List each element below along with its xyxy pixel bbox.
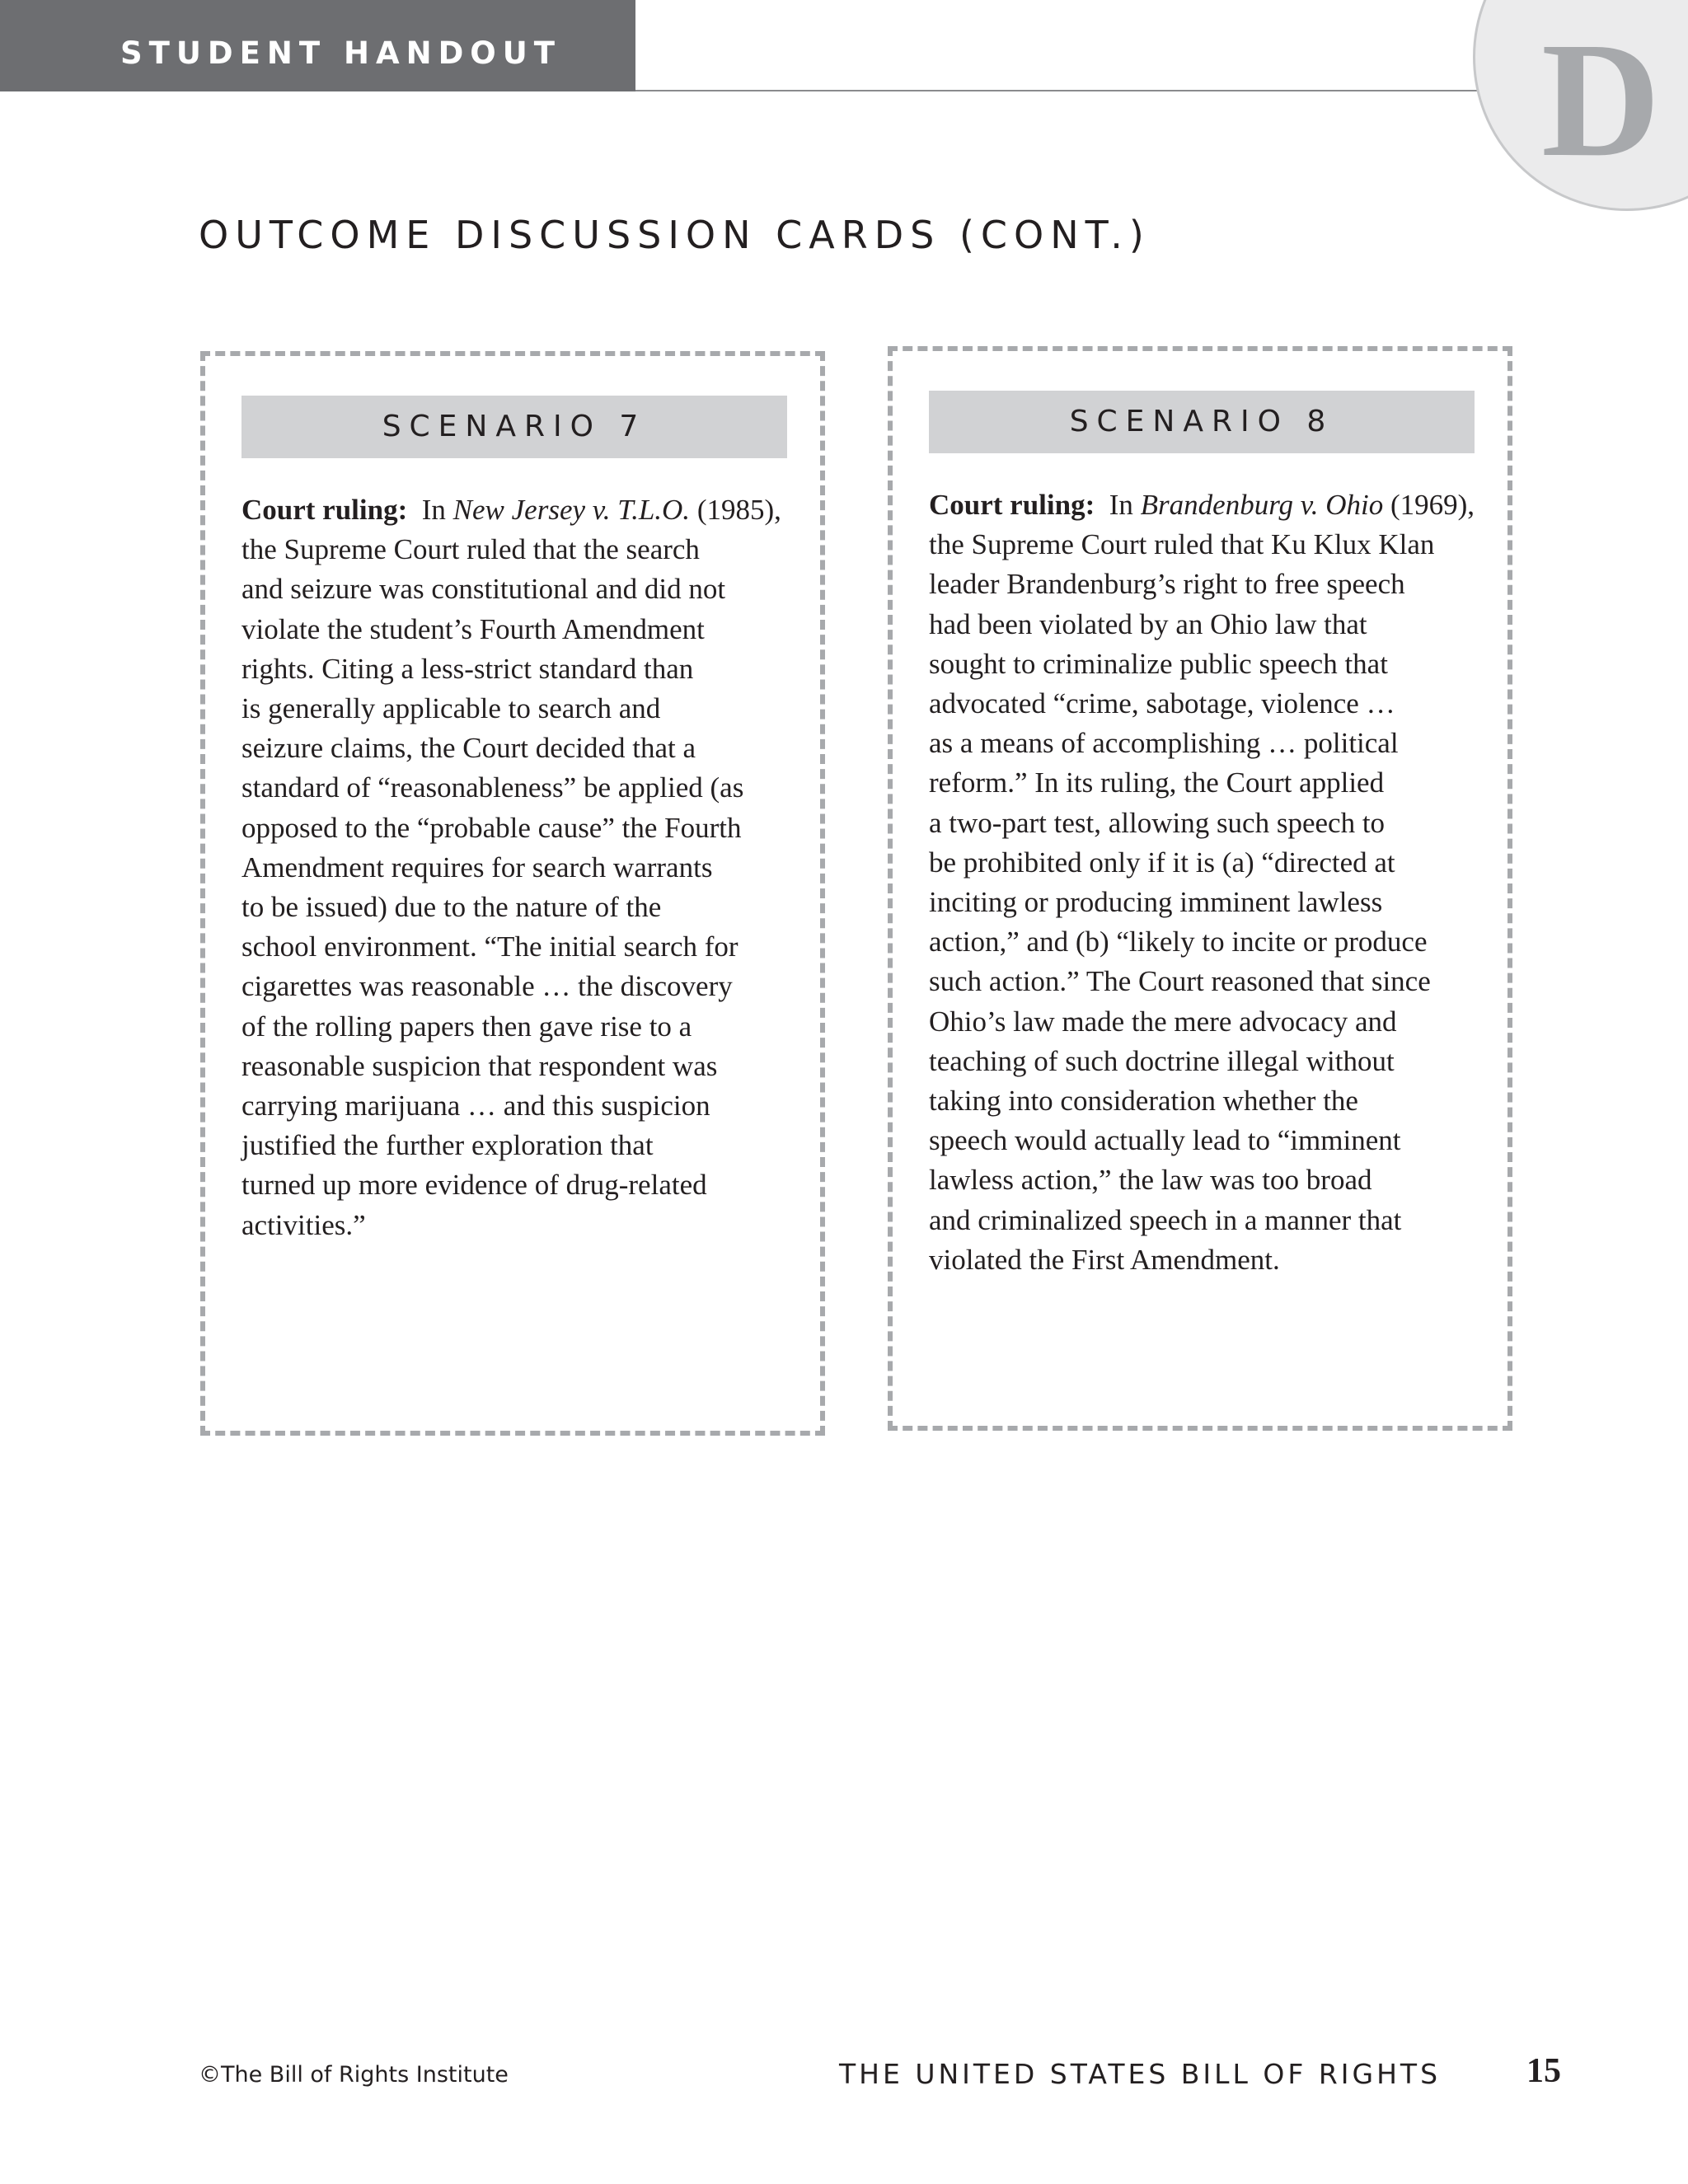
text-line: lawless action,” the law was too broad bbox=[929, 1164, 1372, 1197]
scenario-text bbox=[241, 490, 802, 1245]
text-line: reform.” In its ruling, the Court applied bbox=[929, 766, 1385, 799]
text-line: activities.” bbox=[241, 1208, 366, 1241]
text-line: Court ruling: In New Jersey v. T.L.O. (1985), bbox=[241, 494, 781, 526]
text-line: school environment. “The initial search for bbox=[241, 930, 738, 963]
text-line: is generally applicable to search and bbox=[241, 692, 661, 725]
text-line: the Supreme Court ruled that Ku Klux Klan bbox=[929, 528, 1435, 561]
text-line: teaching of such doctrine illegal without bbox=[929, 1044, 1395, 1077]
text-line: a two-part test, allowing such speech to bbox=[929, 806, 1386, 839]
text-line: reasonable suspicion that respondent was bbox=[241, 1049, 718, 1082]
lead-label: Court ruling: bbox=[929, 489, 1095, 521]
text-line: be prohibited only if it is (a) “directed at bbox=[929, 846, 1395, 879]
text-line: cigarettes was reasonable … the discovery bbox=[241, 970, 733, 1003]
footer-copyright: ©The Bill of Rights Institute bbox=[199, 2062, 509, 2088]
text-line: justified the further exploration that bbox=[241, 1129, 654, 1162]
text-line: Ohio’s law made the mere advocacy and bbox=[929, 1005, 1397, 1038]
text-line: and criminalized speech in a manner that bbox=[929, 1203, 1402, 1236]
text-line: action,” and (b) “likely to incite or produce bbox=[929, 926, 1428, 958]
text-line: Court ruling: In Brandenburg v. Ohio (1969), bbox=[929, 489, 1475, 521]
case-name: New Jersey v. T.L.O. bbox=[452, 494, 691, 526]
text-line: had been violated by an Ohio law that bbox=[929, 607, 1367, 640]
text-line: of the rolling papers then gave rise to a bbox=[241, 1010, 692, 1043]
text-line: violated the First Amendment. bbox=[929, 1243, 1280, 1276]
text-line: leader Brandenburg’s right to free speech bbox=[929, 568, 1405, 601]
footer-title: THE UNITED STATES BILL OF RIGHTS bbox=[839, 2058, 1442, 2090]
text-line: taking into consideration whether the bbox=[929, 1085, 1358, 1118]
section-badge-letter: D bbox=[1541, 9, 1661, 191]
text-line: Amendment requires for search warrants bbox=[241, 851, 713, 883]
scenario-heading: SCENARIO 8 bbox=[929, 391, 1475, 453]
text-line: as a means of accomplishing … political bbox=[929, 727, 1399, 760]
scenario-card-7 bbox=[200, 351, 825, 1436]
text-line: to be issued) due to the nature of the bbox=[241, 891, 662, 924]
text-line: seizure claims, the Court decided that a bbox=[241, 732, 696, 765]
text-line: sought to criminalize public speech that bbox=[929, 647, 1388, 680]
text-line: standard of “reasonableness” be applied (as bbox=[241, 771, 744, 804]
scenario-heading: SCENARIO 7 bbox=[241, 396, 787, 458]
scenario-card-8 bbox=[888, 346, 1512, 1431]
page-title: OUTCOME DISCUSSION CARDS (CONT.) bbox=[199, 213, 1151, 257]
text-line: and seizure was constitutional and did not bbox=[241, 573, 726, 606]
scenario-text bbox=[929, 485, 1489, 1280]
text-line: speech would actually lead to “imminent bbox=[929, 1124, 1401, 1157]
text-line: violate the student’s Fourth Amendment bbox=[241, 612, 705, 645]
case-name: Brandenburg v. Ohio bbox=[1140, 489, 1384, 521]
text-line: advocated “crime, sabotage, violence … bbox=[929, 687, 1395, 720]
text-line: inciting or producing imminent lawless bbox=[929, 886, 1383, 919]
text-line: the Supreme Court ruled that the search bbox=[241, 533, 700, 566]
text-line: carrying marijuana … and this suspicion bbox=[241, 1090, 710, 1122]
lead-label: Court ruling: bbox=[241, 494, 408, 526]
text-line: opposed to the “probable cause” the Fourth bbox=[241, 811, 742, 844]
text-line: rights. Citing a less-strict standard than bbox=[241, 652, 694, 685]
page-number: 15 bbox=[1526, 2052, 1561, 2090]
text-line: such action.” The Court reasoned that since bbox=[929, 965, 1431, 998]
handout-label: STUDENT HANDOUT bbox=[120, 35, 562, 71]
text-line: turned up more evidence of drug-related bbox=[241, 1169, 707, 1202]
